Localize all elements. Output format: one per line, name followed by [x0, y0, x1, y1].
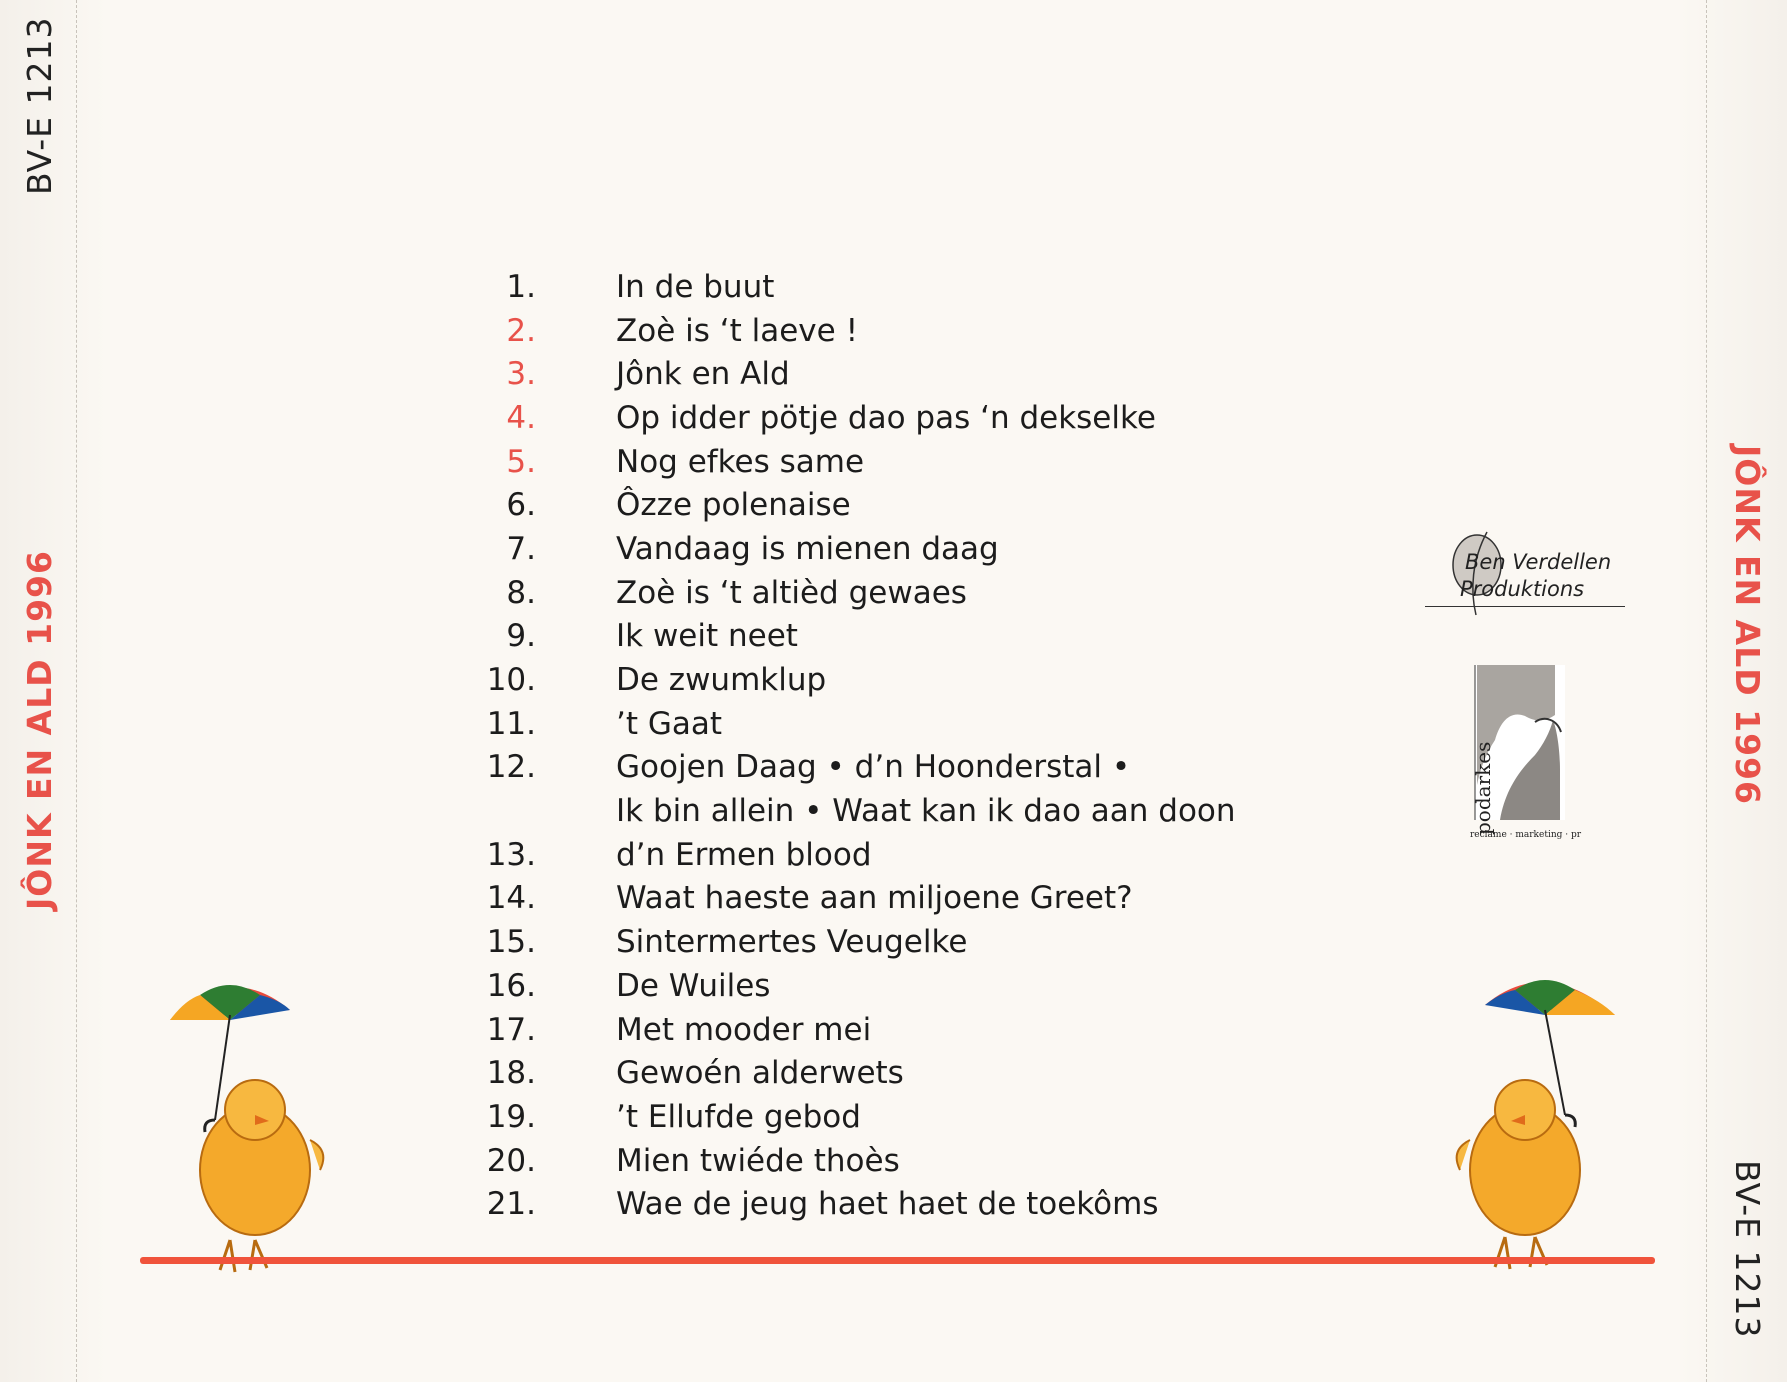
track-number: 13.	[486, 836, 536, 873]
track-title: De zwumklup	[616, 662, 827, 699]
track-row	[470, 1139, 1236, 1183]
red-horizontal-line	[140, 1257, 1655, 1264]
track-list	[470, 265, 1236, 1226]
track-title: ’t Gaat	[616, 705, 723, 742]
fold-line-right	[1706, 0, 1707, 1382]
track-row	[470, 483, 1236, 527]
track-number: 5.	[506, 443, 536, 480]
track-row	[470, 658, 1236, 702]
track-row	[470, 527, 1236, 571]
track-title: In de buut	[616, 268, 775, 305]
track-row	[470, 1182, 1236, 1226]
track-row	[470, 789, 1236, 833]
spine-right	[1717, 0, 1767, 1382]
track-number: 6.	[506, 487, 536, 524]
track-number: 12.	[486, 749, 536, 786]
track-row	[470, 1051, 1236, 1095]
track-number: 14.	[486, 880, 536, 917]
track-title: Gewoén alderwets	[616, 1055, 904, 1092]
track-number: 10.	[486, 662, 536, 699]
track-row	[470, 309, 1236, 353]
track-row	[470, 833, 1236, 877]
track-title: Ik bin allein • Waat kan ik dao aan doon	[616, 793, 1236, 830]
track-row	[470, 1095, 1236, 1139]
track-number: 15.	[486, 924, 536, 961]
track-title: Mien twiéde thoès	[616, 1142, 900, 1179]
spine-right-title: JÔNK EN ALD 1996	[1728, 445, 1767, 805]
track-title: ’t Ellufde gebod	[616, 1098, 861, 1135]
spine-left	[20, 0, 70, 1382]
track-title: De Wuiles	[616, 967, 771, 1004]
track-title: Ôzze polenaise	[616, 487, 851, 524]
podarkes-tagline: reclame · marketing · pr	[1470, 830, 1582, 840]
track-row	[470, 352, 1236, 396]
track-number: 16.	[486, 967, 536, 1004]
track-row	[470, 396, 1236, 440]
track-number: 19.	[486, 1098, 536, 1135]
podarkes-name: podarkes	[1471, 741, 1495, 835]
track-row	[470, 746, 1236, 790]
track-number: 21.	[486, 1186, 536, 1223]
track-title: Sintermertes Veugelke	[616, 924, 968, 961]
track-row	[470, 265, 1236, 309]
spine-left-title: JÔNK EN ALD 1996	[20, 550, 59, 910]
chick-umbrella-right-icon	[1425, 965, 1625, 1295]
track-title: Goojen Daag • d’n Hoonderstal •	[616, 749, 1131, 786]
track-row	[470, 1008, 1236, 1052]
track-title: Zoè is ‘t laeve !	[616, 312, 858, 349]
spine-left-catalog: BV-E 1213	[20, 16, 59, 195]
track-number: 20.	[486, 1142, 536, 1179]
track-row	[470, 920, 1236, 964]
spine-right-catalog: BV-E 1213	[1728, 1160, 1767, 1339]
track-title: Ik weit neet	[616, 618, 798, 655]
track-number: 9.	[506, 618, 536, 655]
track-number: 18.	[486, 1055, 536, 1092]
track-title: Zoè is ‘t altièd gewaes	[616, 574, 967, 611]
chick-umbrella-left-icon	[160, 970, 360, 1300]
track-title: Waat haeste aan miljoene Greet?	[616, 880, 1133, 917]
track-number: 2.	[506, 312, 536, 349]
track-number: 3.	[506, 356, 536, 393]
bv-logo-underline	[1425, 606, 1625, 607]
track-row	[470, 615, 1236, 659]
track-number: 4.	[506, 399, 536, 436]
track-title: Op idder pötje dao pas ‘n dekselke	[616, 399, 1156, 436]
track-row	[470, 877, 1236, 921]
ben-verdellen-logo	[1420, 520, 1630, 620]
track-title: Vandaag is mienen daag	[616, 530, 999, 567]
track-title: Wae de jeug haet haet de toekôms	[616, 1186, 1159, 1223]
track-title: Nog efkes same	[616, 443, 865, 480]
bv-logo-line2: Produktions	[1460, 577, 1585, 601]
track-number: 11.	[486, 705, 536, 742]
track-number: 1.	[506, 268, 536, 305]
fold-line-left	[76, 0, 77, 1382]
track-row	[470, 702, 1236, 746]
track-row	[470, 440, 1236, 484]
track-number: 17.	[486, 1011, 536, 1048]
track-row	[470, 571, 1236, 615]
podarkes-logo	[1465, 660, 1615, 850]
track-number: 7.	[506, 530, 536, 567]
track-row	[470, 964, 1236, 1008]
bv-logo-line1: Ben Verdellen	[1465, 550, 1612, 574]
track-title: Jônk en Ald	[616, 356, 790, 393]
track-title: d’n Ermen blood	[616, 836, 872, 873]
track-number: 8.	[506, 574, 536, 611]
track-title: Met mooder mei	[616, 1011, 872, 1048]
